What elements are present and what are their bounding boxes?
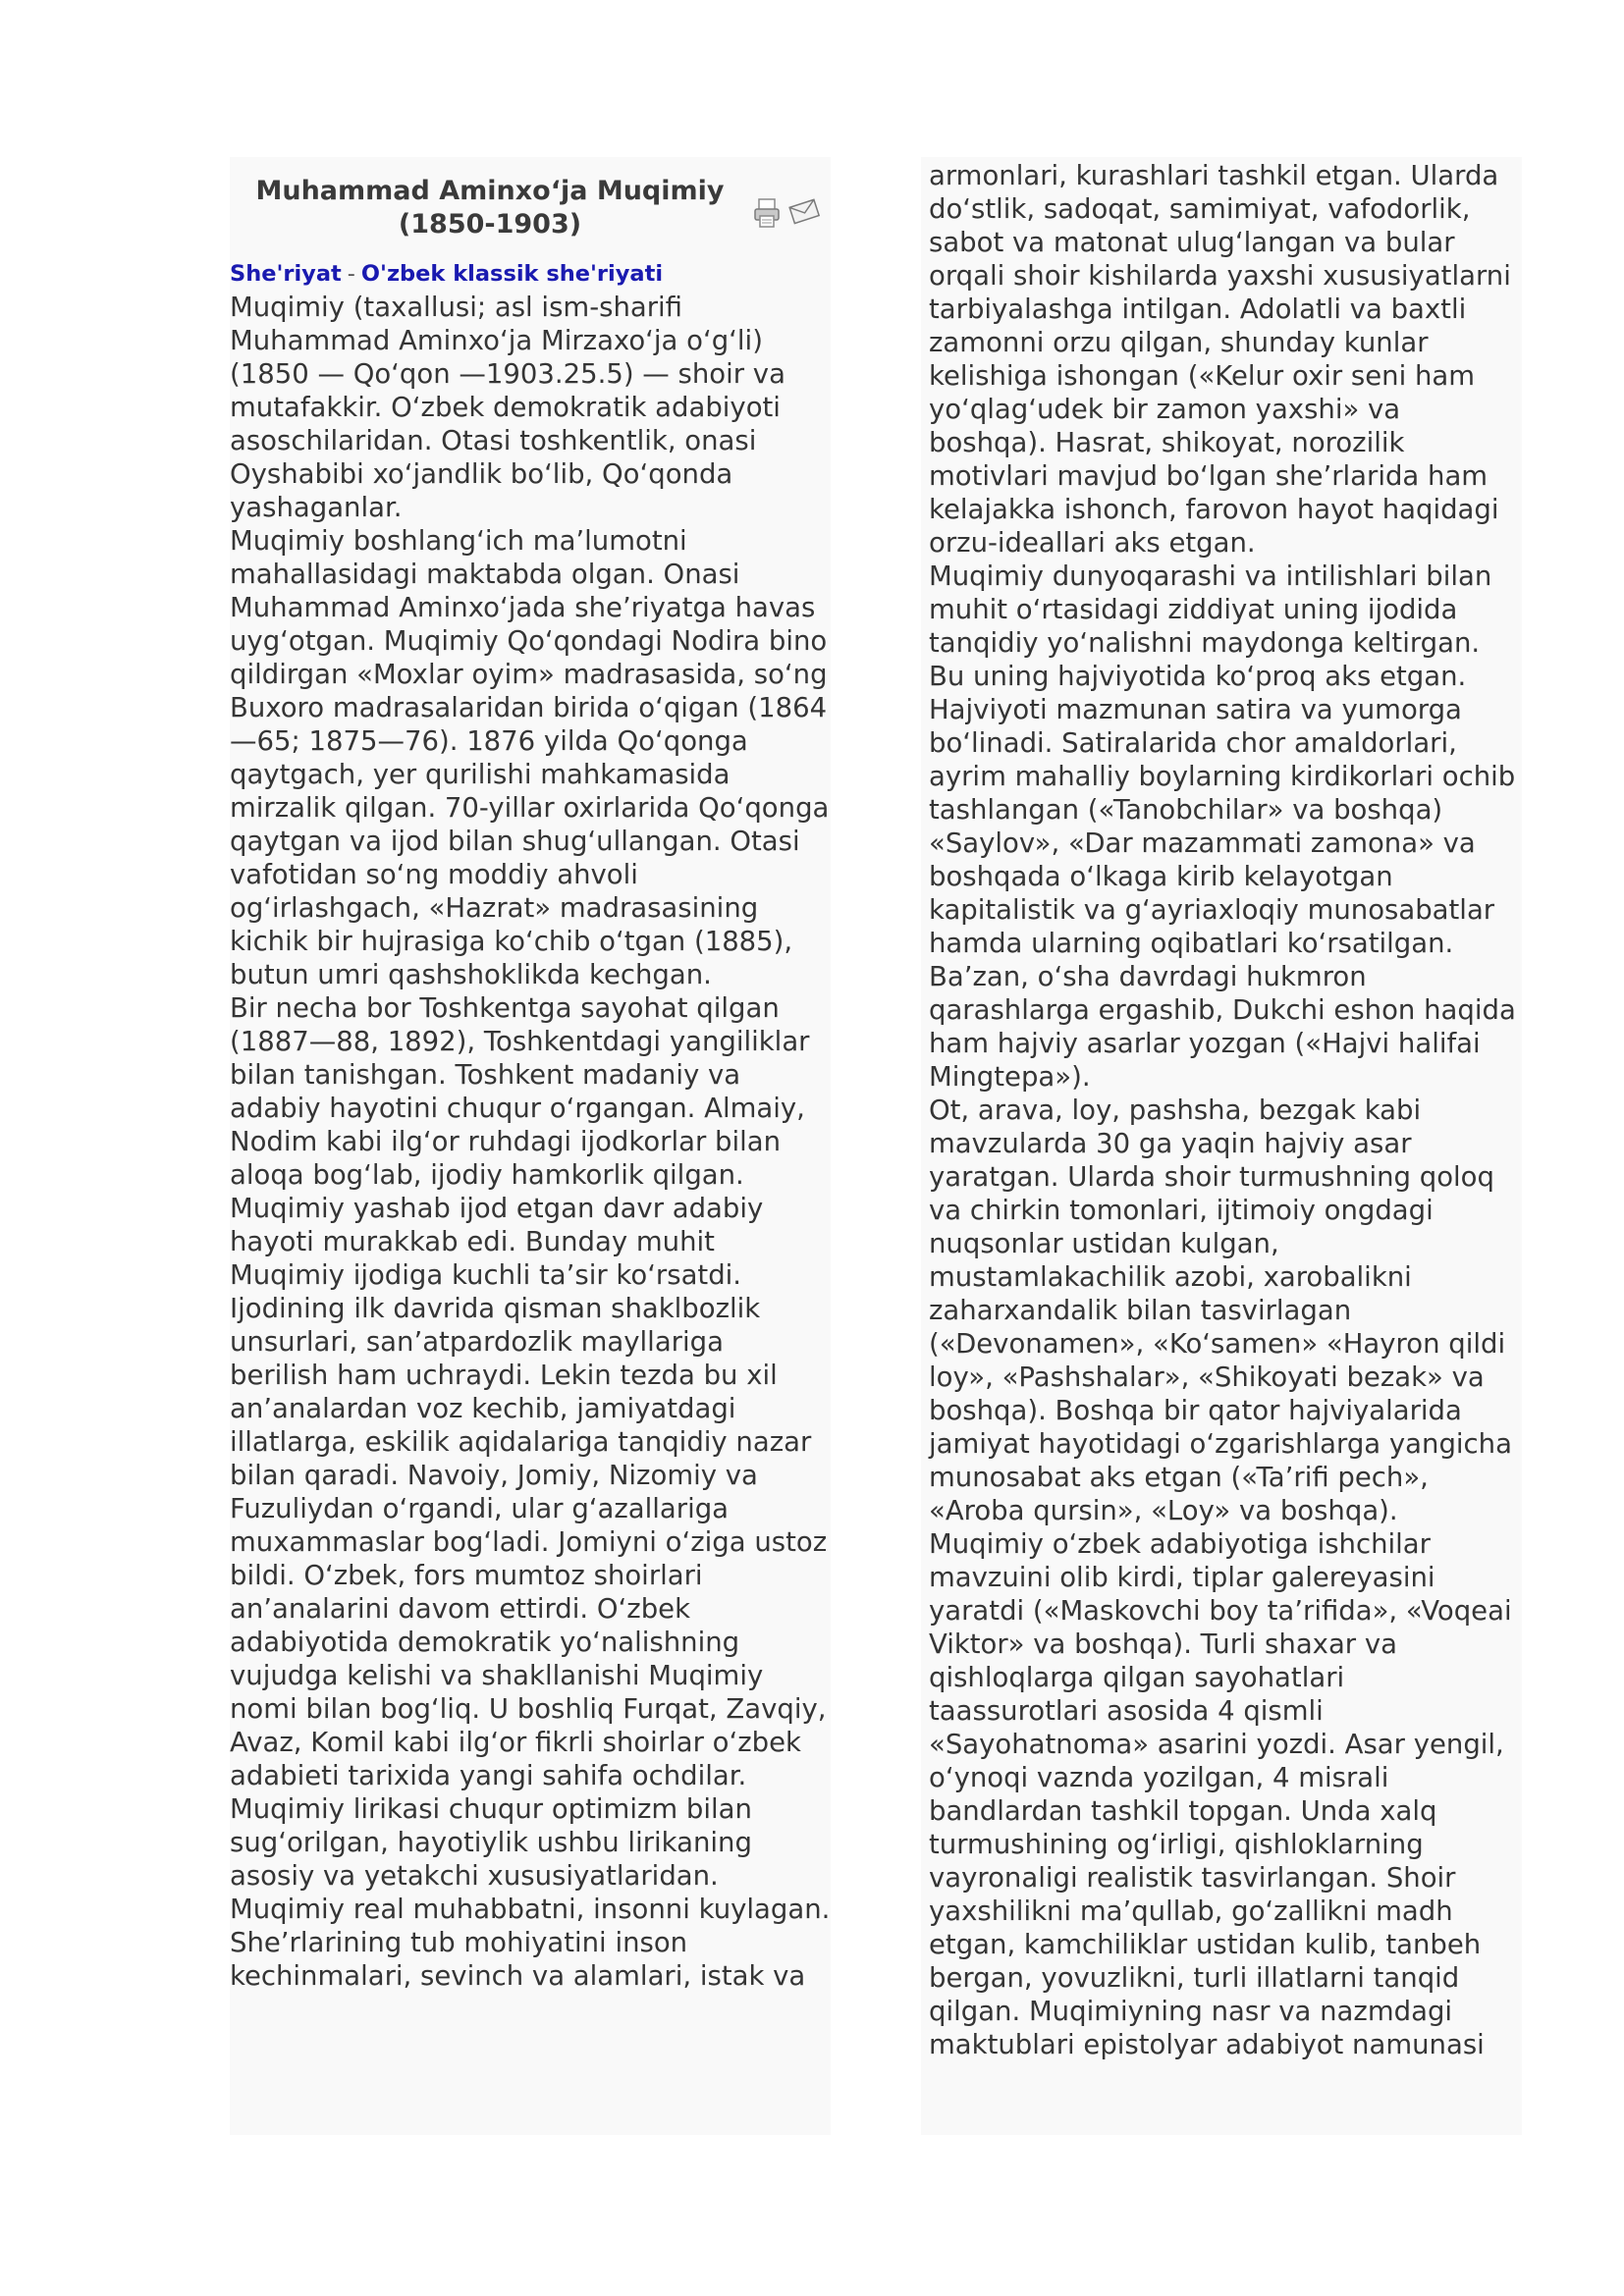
article-paragraph: Muqimiy (taxallusi; asl ism-sharifi Muhammad Aminxo‘ja Mirzaxo‘ja o‘g‘li) (1850 — Qo‘qon —1903.25.5) — shoir va mutafakkir. O‘zbek demokratik adabiyoti asoschilaridan. Otasi toshkentlik, onasi Oyshabibi xo‘jandlik bo‘lib, Qo‘qonda yashaganlar. <box>230 292 785 523</box>
breadcrumb-link-sheriyat[interactable]: She'riyat <box>230 261 342 287</box>
article-paragraph: Ot, arava, loy, pashsha, bezgak kabi mavzularda 30 ga yaqin hajviy asar yaratgan. Ularda shoir turmushning qoloq va chirkin tomonlari, ijtimoiy ongdagi nuqsonlar ustidan kulgan, mustamlakachilik azobi, xarobalikni zaharxandalik bilan tasvirlagan («Devonamen», «Ko‘samen» «Hayron qildi loy», «Pashshalar», «Shikoyati bezak» va boshqa). Boshqa bir qator hajviyalarida jamiyat hayotidagi o‘zgarishlarga yangicha munosabat aks etgan («Ta’rifi pech», «Aroba qursin», «Loy» va boshqa). <box>929 1095 1512 1526</box>
article-header <box>230 175 831 259</box>
breadcrumb-link-ozbek-klassik[interactable]: O'zbek klassik she'riyati <box>360 261 664 287</box>
email-icon[interactable] <box>787 194 821 228</box>
article-actions <box>752 194 833 234</box>
article-paragraph: armonlari, kurashlari tashkil etgan. Ularda do‘stlik, sadoqat, samimiyat, vafodorlik, sabot va matonat ulug‘langan va bular orqali shoir kishilarda yaxshi xususiyatlarni tarbiyalashga intilgan. Adolatli va baxtli zamonni orzu qilgan, shunday kunlar kelishiga ishongan («Kelur oxir seni ham yo‘qlag‘udek bir zamon yaxshi» va boshqa). Hasrat, shikoyat, norozilik motivlari mavjud bo‘lgan she’rlarida ham kelajakka ishonch, farovon hayot haqidagi orzu-ideallari aks etgan. <box>929 160 1511 559</box>
print-icon[interactable] <box>752 196 785 230</box>
breadcrumb <box>230 259 831 289</box>
article-paragraph: Muqimiy boshlang‘ich ma’lumotni mahallasidagi maktabda olgan. Onasi Muhammad Aminxo‘jada she’riyatga havas uyg‘otgan. Muqimiy Qo‘qondagi Nodira bino qildirgan «Moxlar oyim» madrasasida, so‘ng Buxoro madrasalaridan birida o‘qigan (1864—65; 1875—76). 1876 yilda Qo‘qonga qaytgach, yer qurilishi mahkamasida mirzalik qilgan. 70-yillar oxirlarida Qo‘qonga qaytgan va ijod bilan shug‘ullangan. Otasi vafotidan so‘ng moddiy ahvoli og‘irlashgach, «Hazrat» madrasasining kichik bir hujrasiga ko‘chib o‘tgan (1885), butun umri qashshoklikda kechgan. <box>230 525 830 990</box>
breadcrumb-separator: - <box>347 261 355 287</box>
article-paragraph: Bir necha bor Toshkentga sayohat qilgan (1887—88, 1892), Toshkentdagi yangiliklar bilan tanishgan. Toshkent madaniy va adabiy hayotini chuqur o‘rgangan. Almaiy, Nodim kabi ilg‘or ruhdagi ijodkorlar bilan aloqa bog‘lab, ijodiy hamkorlik qilgan. Muqimiy yashab ijod etgan davr adabiy hayoti murakkab edi. Bunday muhit Muqimiy ijodiga kuchli ta’sir ko‘rsatdi. Ijodining ilk davrida qisman shaklbozlik unsurlari, san’atpardozlik mayllariga berilish ham uchraydi. Lekin tezda bu xil an’analardan voz kechib, jamiyatdagi illatlarga, eskilik aqidalariga tanqidiy nazar bilan qaradi. Navoiy, Jomiy, Nizomiy va Fuzuliydan o‘rgandi, ular g‘azallariga muxammaslar bog‘ladi. Jomiyni o‘ziga ustoz bildi. O‘zbek, fors mumtoz shoirlari an’analarini davom ettirdi. O‘zbek adabiyotida demokratik yo‘nalishning vujudga kelishi va shakllanishi Muqimiy nomi bilan bog‘liq. U boshliq Furqat, Zavqiy, Avaz, Komil kabi ilg‘or fikrli shoirlar o‘zbek adabieti tarixida yangi sahifa ochdilar. Muqimiy lirikasi chuqur optimizm bilan sug‘orilgan, hayotiylik ushbu lirikaning asosiy va yetakchi xususiyatlaridan. Muqimiy real muhabbatni, insonni kuylagan. <box>230 992 831 1925</box>
article-paragraph: Muqimiy o‘zbek adabiyotiga ishchilar mavzuini olib kirdi, tiplar galereyasini yaratdi («Maskovchi boy ta’rifida», «Voqeai Viktor» va boshqa). Turli shaxar va qishloqlarga qilgan sayohatlari taassurotlari asosida 4 qismli «Sayohatnoma» asarini yozdi. Asar yengil, o‘ynoqi vaznda yozilgan, 4 misrali bandlardan tashkil topgan. Unda xalq turmushining og‘irligi, qishloklarning vayronaligi realistik tasvirlangan. Shoir yaxshilikni ma’qullab, go‘zallikni madh etgan, kamchiliklar ustidan kulib, tanbeh bergan, yovuzlikni, turli illatlarni tanqid qilgan. Muqimiyning nasr va nazmdagi maktublari epistolyar adabiyot namunasi <box>929 1528 1512 2060</box>
left-column <box>230 0 831 1993</box>
article-paragraph: She’rlarining tub mohiyatini inson kechinmalari, sevinch va alamlari, istak va <box>230 1927 806 1992</box>
article-title-years: (1850-1903) <box>398 209 582 240</box>
article-paragraph: Muqimiy dunyoqarashi va intilishlari bilan muhit o‘rtasidagi ziddiyat uning ijodida tanqidiy yo‘nalishni maydonga keltirgan. Bu uning hajviyotida ko‘proq aks etgan. Hajviyoti mazmunan satira va yumorga bo‘linadi. Satiralarida chor amaldorlari, ayrim mahalliy boylarning kirdikorlari ochib tashlangan («Tanobchilar» va boshqa) «Saylov», «Dar mazammati zamona» va boshqada o‘lkaga kirib kelayotgan kapitalistik va g‘ayriaxloqiy munosabatlar hamda ularning oqibatlari ko‘rsatilgan. Ba’zan, o‘sha davrdagi hukmron qarashlarga ergashib, Dukchi eshon haqida ham hajviy asarlar yozgan («Hajvi halifai Mingtepa»). <box>929 561 1516 1093</box>
article-title-name: Muhammad Aminxo‘ja Muqimiy <box>255 176 725 206</box>
right-column <box>929 0 1518 2061</box>
article-title <box>230 175 750 241</box>
